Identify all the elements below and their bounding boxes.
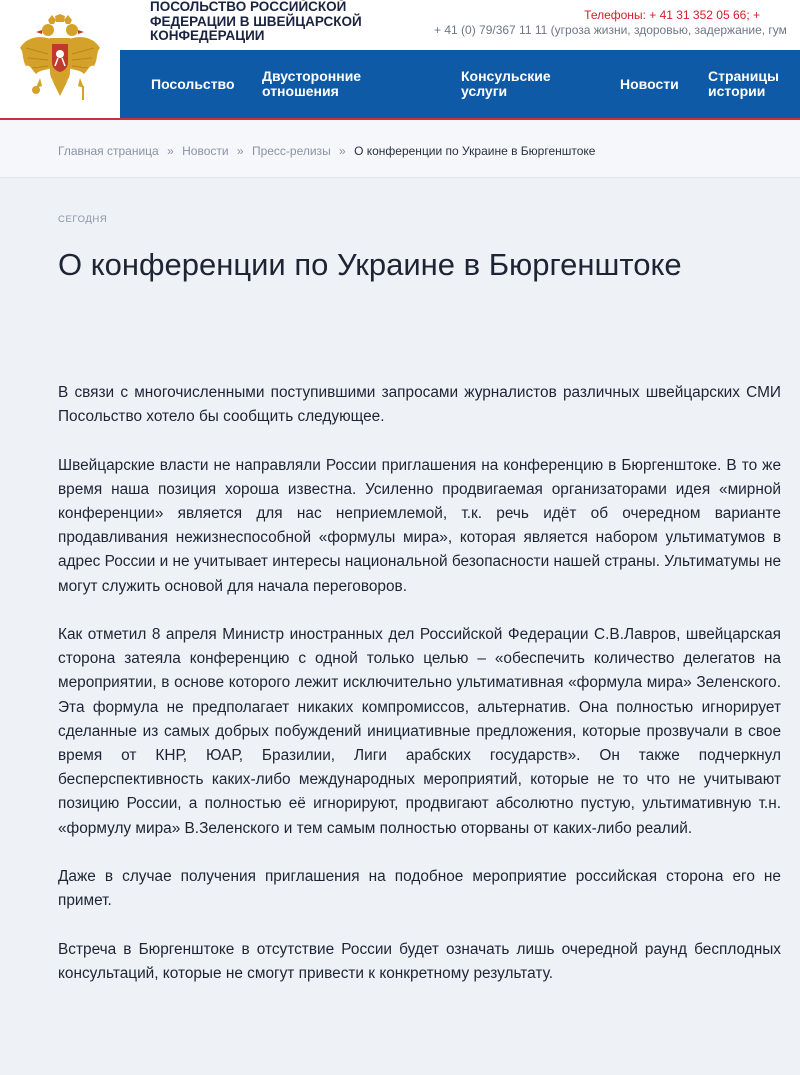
article-paragraph: Швейцарские власти не направляли России приглашения на конференцию в Бюргенштоке. В то же время наша позиция хороша известна. Усиленно продвигаемая организаторами идея «мирной конференции» является для нас неприемлемой, т.к. речь идёт об очередном варианте продавливания нежизнеспособной «формулы мира», которая является набором ультиматумов в адрес России и не учитывает интересы национальной безопасности нашей страны. Ультиматумы не могут служить основой для начала переговоров. xyxy=(58,456,782,595)
double-headed-eagle-icon xyxy=(18,14,102,106)
embassy-name-line: ПОСОЛЬСТВО РОССИЙСКОЙ xyxy=(150,0,347,14)
breadcrumb-bar xyxy=(0,120,800,178)
main-nav xyxy=(120,50,800,118)
coat-of-arms-logo[interactable] xyxy=(0,0,120,120)
embassy-name[interactable] xyxy=(150,0,390,44)
nav-item-news[interactable]: Новости xyxy=(620,75,679,92)
breadcrumb-separator: » xyxy=(236,144,244,158)
breadcrumb-news[interactable]: Новости xyxy=(182,144,229,158)
article-title: О конференции по Украине в Бюргенштоке xyxy=(58,247,682,282)
article-paragraph: Даже в случае получения приглашения на подобное мероприятие российская сторона его не примет. xyxy=(58,868,781,910)
site-header xyxy=(0,0,800,120)
phones-line-emergency: + 41 (0) 79/367 11 11 (угроза жизни, здоровью, задержание, гум xyxy=(434,23,787,37)
embassy-name-line: ФЕДЕРАЦИИ В ШВЕЙЦАРСКОЙ xyxy=(150,13,362,29)
nav-item-embassy[interactable]: Посольство xyxy=(151,75,235,92)
breadcrumb xyxy=(58,144,595,158)
nav-item-consular-services[interactable]: Консульские услуги xyxy=(461,68,551,99)
article-paragraph: В связи с многочисленными поступившими запросами журналистов различных швейцарских СМИ Посольство хотело бы сообщить следующее. xyxy=(58,384,781,426)
breadcrumb-separator: » xyxy=(167,144,174,158)
breadcrumb-home[interactable]: Главная страница xyxy=(58,144,159,158)
breadcrumb-press-releases[interactable]: Пресс-релизы xyxy=(251,144,331,158)
article-date: СЕГОДНЯ xyxy=(58,214,108,225)
phones-line-primary[interactable]: Телефоны: + 41 31 352 05 66; + xyxy=(584,8,760,22)
article-paragraph: Как отметил 8 апреля Министр иностранных дел Российской Федерации С.В.Лавров, швейцарская сторона затеяла конференцию с одной только целью – «обеспечить количество делегатов на мероприятии, в основе которого лежит исключительно ультимативная «формула мира» Зеленского. Эта формула не предполагает никаких компромиссов, альтернатив. Она полностью игнорирует сделанные из самых добрых побуждений инициативные предложения, которые прозвучали в свое время от КНР, ЮАР, Бразилии, Лиги арабских государств». Он также подчеркнул бесперспективность каких-либо международных мероприятий, которые не то что не учитывают позицию России, а полностью её игнорируют, продвигают абсолютно пустую, ультимативную т.н. «формулу мира» В.Зеленского и тем самым полностью оторваны от каких-либо реалий. xyxy=(58,626,781,837)
nav-item-history-pages[interactable]: Страницы истории xyxy=(708,68,779,99)
contact-phones xyxy=(400,8,800,38)
breadcrumb-separator: » xyxy=(339,144,346,158)
breadcrumb-current: О конференции по Украине в Бюргенштоке xyxy=(354,144,596,158)
article-body xyxy=(58,381,781,1010)
embassy-name-line: КОНФЕДЕРАЦИИ xyxy=(150,28,265,43)
nav-item-bilateral-relations[interactable]: Двусторонние отношения xyxy=(262,68,362,99)
article-paragraph: Встреча в Бюргенштоке в отсутствие России будет означать лишь очередной раунд бесплодных консультаций, которые не смогут привести к конкретному результату. xyxy=(58,940,781,982)
